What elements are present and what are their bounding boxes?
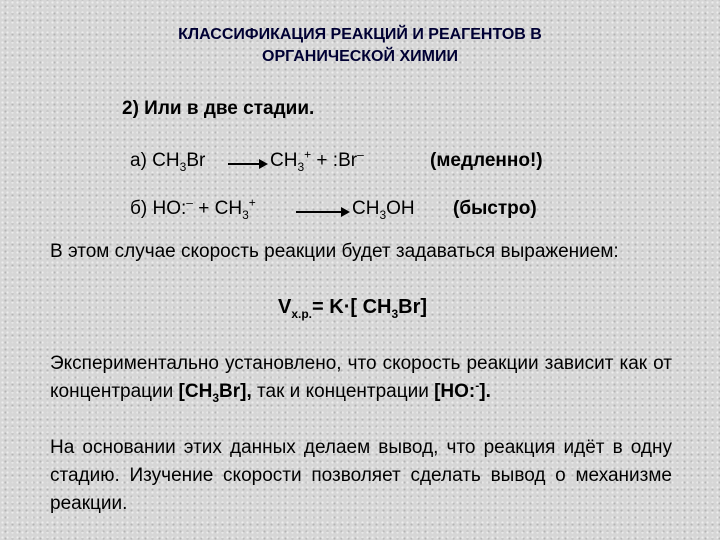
reaction-a-note: (медленно!) bbox=[430, 150, 543, 171]
reaction-b-product-sub: 3 bbox=[379, 207, 387, 222]
formula-end: Br] bbox=[398, 296, 428, 318]
reaction-b-label: б) HO: bbox=[130, 198, 187, 219]
reaction-b-note: (быстро) bbox=[453, 198, 537, 219]
reaction-b-reactants bbox=[130, 195, 256, 222]
reaction-a-product: CH bbox=[270, 150, 298, 171]
reaction-a-arrow-icon bbox=[228, 163, 266, 165]
rate-formula bbox=[278, 296, 427, 319]
paragraph-rate-expression: В этом случае скорость реакции будет задаваться выражением: bbox=[50, 241, 619, 262]
reaction-b-arrow-icon bbox=[296, 211, 348, 213]
reaction-a-product-sub: 3 bbox=[297, 159, 305, 174]
reaction-b-product bbox=[352, 198, 415, 220]
title-line-1: КЛАССИФИКАЦИЯ РЕАКЦИЙ И РЕАГЕНТОВ В bbox=[178, 26, 542, 43]
p2-bold2 bbox=[434, 378, 491, 402]
p2-bold2-sup: - bbox=[475, 378, 480, 393]
reaction-a-reactant bbox=[130, 150, 205, 172]
title-line-2: ОРГАНИЧЕСКОЙ ХИМИИ bbox=[262, 48, 458, 65]
paragraph-conclusion: На основании этих данных делаем вывод, что реакция идёт в одну стадию. Изучение скорости позволяет сделать вывод о механизме реакции. bbox=[50, 437, 672, 514]
p2-bold1-sub: 3 bbox=[212, 390, 220, 405]
p2-bold1-end: Br], bbox=[219, 381, 252, 402]
step-heading: 2) Или в две стадии. bbox=[122, 98, 315, 119]
reaction-a-rest: Br bbox=[186, 150, 206, 171]
paragraph-experiment bbox=[50, 350, 672, 406]
formula-eq: = K·[ CH bbox=[312, 296, 392, 318]
reaction-a-label: а) CH bbox=[130, 150, 180, 171]
p2-bold2-text: [HO: bbox=[434, 381, 476, 402]
p2-bold1 bbox=[178, 381, 252, 405]
reaction-a-product-sup: + bbox=[304, 147, 312, 162]
reaction-a-products bbox=[270, 147, 364, 174]
p2-text1: Экспериментально установлено, что скорость реакции зависит как от концентрации bbox=[50, 353, 672, 402]
formula-v: V bbox=[278, 296, 292, 318]
p2-text2: так и концентрации bbox=[251, 381, 435, 402]
reaction-b-sub2: 3 bbox=[242, 207, 249, 222]
formula-sub2: 3 bbox=[391, 307, 399, 321]
p2-bold2-end: ]. bbox=[479, 381, 491, 402]
formula-v-sub: х.р. bbox=[291, 307, 313, 321]
p2-bold1-text: [CH bbox=[178, 381, 213, 402]
reaction-a-bromide-sup: – bbox=[357, 147, 364, 162]
reaction-a-sub: 3 bbox=[179, 159, 187, 174]
reaction-b-sup1: – bbox=[186, 195, 193, 210]
reaction-b-mid: + CH bbox=[192, 198, 243, 219]
reaction-b-product-ch: CH bbox=[352, 198, 380, 219]
reaction-b-product-rest: OH bbox=[386, 198, 415, 219]
slide-title bbox=[110, 24, 610, 68]
reaction-a-bromide: + :Br bbox=[311, 150, 358, 171]
reaction-b-sup2: + bbox=[248, 195, 256, 210]
